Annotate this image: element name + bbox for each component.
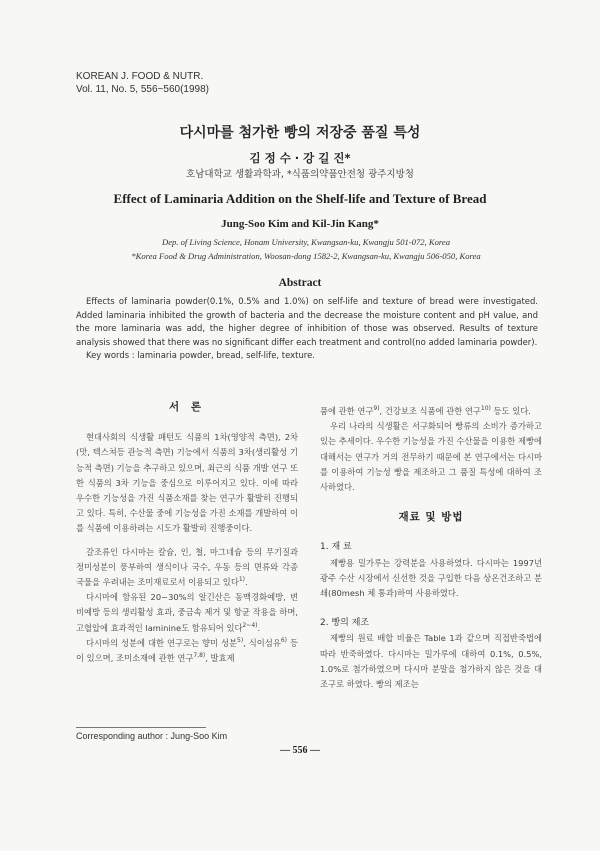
title-korean: 다시마를 첨가한 빵의 저장중 품질 특성: [179, 125, 421, 141]
citation: 5): [237, 637, 244, 645]
affiliation-korean: 호남대학교 생활과학과, *식품의약품안전청 광주지방청: [186, 169, 414, 180]
abstract-text: Effects of laminaria powder(0.1%, 0.5% and 1.0%) on self-life and texture of bread were investigated. Added laminaria inhibited the growth of bacteria and the decrease the moisture content and pH value, and the more laminaria was add, the higher degree of inhibition of those was observed. Results of texture analysis showed that there was no significant differ each treatment and control(no added laminaria powder).: [76, 296, 538, 347]
keywords: Key words : laminaria powder, bread, self-life, texture.: [86, 350, 315, 361]
abstract-heading: Abstract: [278, 277, 322, 289]
intro-paragraph-3: 다시마에 함유된 20~30%의 알긴산은 동맥경화예방, 변비예방 등의 생리활성 효과, 중금속 제거 및 항균 작용을 하며, 고혈압에 효과적인 laminine도 함유되어 있다$^{2\sim 4)}$.: [76, 592, 298, 633]
intro-paragraph-1: 현대사회의 식생활 패턴도 식품의 1차(영양적 측면), 2차(맛, 텍스쳐등 관능적 측면) 기능에서 식품의 3차(생리활성 기능적 측면) 기능을 추구하고 있으며, 최근의 식품 개발 연구 또한 식품의 3차 기능을 중심으로 이루어지고 있다. 이에 따라 우수한 기능성을 가진 식품소재를 찾는 연구가 활발히 진행되고 있다. 특히, 수산물 중에 기능성을 가진 소재를 개발하여 이를 식품에 이용하려는 시도가 활발히 진행중이다.: [76, 432, 298, 534]
abstract-body: [76, 295, 538, 363]
citation: 2~4): [242, 621, 258, 629]
journal-header: [76, 70, 209, 96]
page-number: — 556 —: [280, 745, 320, 756]
left-column: [76, 400, 298, 666]
corresponding-author-note: Corresponding author : Jung-Soo Kim: [76, 731, 228, 741]
subheading-bread-making: 2. 빵의 제조: [320, 618, 370, 629]
authors-english: Jung-Soo Kim and Kil-Jin Kang*: [221, 218, 379, 230]
materials-paragraph: 제빵용 밀가루는 강력분을 사용하였다. 다시마는 1997년 광주 수산 시장에서 신선한 것을 구입한 다음 상온건조하고 분쇄(80mesh 체 통과)하여 사용하였다.: [320, 557, 542, 599]
footnote-rule: [76, 727, 206, 728]
subheading-materials: 1. 재 료: [320, 542, 352, 553]
authors-korean: 김 정 수 · 강 길 진*: [249, 151, 351, 165]
intro-continuation: 품에 관한 연구$^{9)}$, 건강보조 식품에 관한 연구$^{10)}$ 등도 있다.: [320, 405, 531, 416]
citation: 9): [373, 405, 380, 413]
citation: 7,8): [193, 652, 206, 660]
bread-making-paragraph: 제빵의 원료 배합 비율은 Table 1과 같으며 직접반죽법에 따라 반죽하였다. 다시마는 밀가루에 대하여 0.1%, 0.5%, 1.0%로 첨가하였으며 다시마 분말을 첨가하지 않은 것을 대조구로 하였다. 빵의 제조는: [320, 633, 542, 690]
right-column: [320, 404, 542, 692]
citation: 6): [280, 637, 288, 645]
journal-name: KOREAN J. FOOD & NUTR.: [76, 71, 204, 82]
section-heading-introduction: 서 론: [169, 401, 205, 413]
journal-volume: Vol. 11, No. 5, 556~560(1998): [76, 84, 209, 95]
intro-paragraph-2: 갈조류인 다시마는 칼슘, 인, 철, 마그네슘 등의 무기질과 정미성분이 풍부하여 생식이나 국수, 우동 등의 면류와 각종 국물을 우려내는 조미재료로서 이용되고 있다$^{1)}$.: [76, 546, 298, 588]
section-heading-methods: 재료 및 방법: [398, 511, 464, 524]
citation: 1): [238, 576, 246, 584]
affiliation-english-1: Dep. of Living Science, Honam University, Kwangsan-ku, Kwangju 501-072, Korea: [161, 237, 451, 247]
affiliation-english-2: *Korea Food & Drug Administration, Woosan-dong 1582-2, Kwangsan-ku, Kwangju 506-050, Korea: [131, 251, 481, 261]
intro-paragraph-5: 우리 나라의 식생활은 서구화되어 빵류의 소비가 증가하고 있는 추세이다. 우수한 기능성을 가진 수산물을 이용한 제빵에 대해서는 연구가 거의 전무하기 때문에 본 연구에서는 다시마를 이용하여 기능성 빵을 제조하고 그 품질 특성에 대하여 조사하였다.: [320, 421, 542, 493]
citation: 10): [480, 405, 491, 413]
intro-paragraph-4: 다시마의 성분에 대한 연구로는 향미 성분$^{5)}$, 식이섬유$^{6)}$ 등이 있으며, 조미소재에 관한 연구$^{7,8)}$, 발효제: [76, 637, 298, 664]
title-english: Effect of Laminaria Addition on the Shelf-life and Texture of Bread: [113, 191, 487, 206]
